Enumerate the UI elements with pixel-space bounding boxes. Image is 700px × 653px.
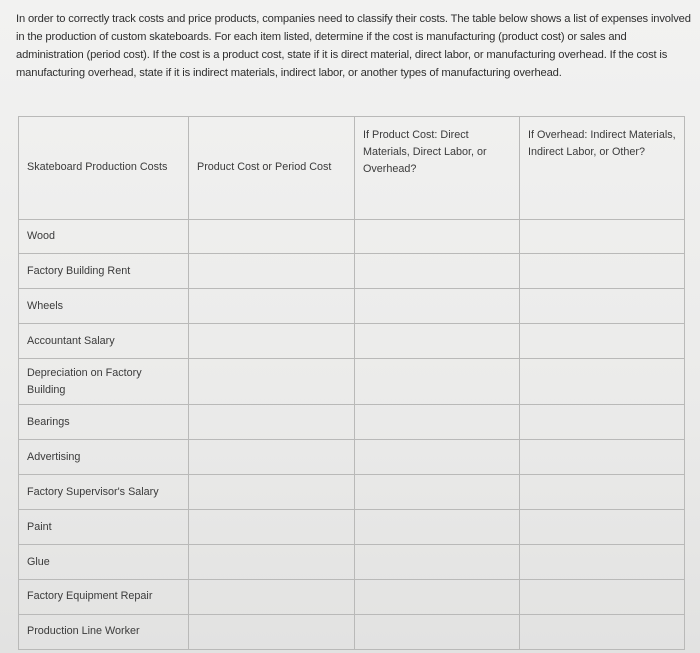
overhead-type-cell[interactable] [520, 289, 685, 324]
overhead-type-cell[interactable] [520, 475, 685, 510]
overhead-type-cell[interactable] [520, 359, 685, 405]
overhead-type-cell[interactable] [520, 405, 685, 440]
product-cost-type-cell[interactable] [355, 289, 520, 324]
product-or-period-cell[interactable] [189, 614, 355, 649]
cost-item-label: Wood [19, 219, 189, 254]
product-or-period-cell[interactable] [189, 254, 355, 289]
header-production-costs: Skateboard Production Costs [19, 117, 189, 220]
table-row [19, 405, 685, 440]
table-row [19, 289, 685, 324]
product-cost-type-cell[interactable] [355, 440, 520, 475]
table-row [19, 324, 685, 359]
cost-item-label: Wheels [19, 289, 189, 324]
overhead-type-cell[interactable] [520, 545, 685, 580]
product-cost-type-cell[interactable] [355, 219, 520, 254]
cost-item-label: Production Line Worker [19, 614, 189, 649]
overhead-type-cell[interactable] [520, 440, 685, 475]
header-product-or-period: Product Cost or Period Cost [189, 117, 355, 220]
product-cost-type-cell[interactable] [355, 359, 520, 405]
table-row [19, 614, 685, 649]
product-cost-type-cell[interactable] [355, 580, 520, 615]
cost-item-label: Factory Supervisor's Salary [19, 475, 189, 510]
product-or-period-cell[interactable] [189, 289, 355, 324]
product-cost-type-cell[interactable] [355, 324, 520, 359]
cost-item-label: Accountant Salary [19, 324, 189, 359]
cost-classification-table [18, 116, 685, 650]
cost-item-label: Paint [19, 510, 189, 545]
overhead-type-cell[interactable] [520, 324, 685, 359]
overhead-type-cell[interactable] [520, 219, 685, 254]
table-row [19, 545, 685, 580]
cost-item-label: Glue [19, 545, 189, 580]
cost-item-label: Bearings [19, 405, 189, 440]
product-or-period-cell[interactable] [189, 359, 355, 405]
product-cost-type-cell[interactable] [355, 614, 520, 649]
product-cost-type-cell[interactable] [355, 510, 520, 545]
overhead-type-cell[interactable] [520, 614, 685, 649]
header-overhead-type: If Overhead: Indirect Materials, Indirect Labor, or Other? [520, 117, 685, 220]
header-product-cost-type: If Product Cost: Direct Materials, Direct Labor, or Overhead? [355, 117, 520, 220]
product-or-period-cell[interactable] [189, 324, 355, 359]
cost-item-label: Advertising [19, 440, 189, 475]
product-or-period-cell[interactable] [189, 475, 355, 510]
product-or-period-cell[interactable] [189, 440, 355, 475]
header-row [19, 117, 685, 220]
product-or-period-cell[interactable] [189, 219, 355, 254]
cost-item-label: Factory Building Rent [19, 254, 189, 289]
cost-item-label: Depreciation on Factory Building [19, 359, 189, 405]
product-or-period-cell[interactable] [189, 580, 355, 615]
product-or-period-cell[interactable] [189, 510, 355, 545]
table-row [19, 510, 685, 545]
product-cost-type-cell[interactable] [355, 545, 520, 580]
instructions-text: In order to correctly track costs and price products, companies need to classify their costs. The table below shows a list of expenses involved in the production of custom skateboards. For each item listed, determine if the cost is manufacturing (product cost) or sales and administration (period cost). If the cost is a product cost, state if it is direct material, direct labor, or manufacturing overhead. If the cost is manufacturing overhead, state if it is indirect materials, indirect labor, or another types of manufacturing overhead. [16, 13, 691, 79]
overhead-type-cell[interactable] [520, 254, 685, 289]
cost-item-label: Factory Equipment Repair [19, 580, 189, 615]
table-row [19, 580, 685, 615]
product-or-period-cell[interactable] [189, 405, 355, 440]
table-row [19, 219, 685, 254]
table-row [19, 359, 685, 405]
overhead-type-cell[interactable] [520, 580, 685, 615]
table-row [19, 254, 685, 289]
product-cost-type-cell[interactable] [355, 254, 520, 289]
product-or-period-cell[interactable] [189, 545, 355, 580]
product-cost-type-cell[interactable] [355, 475, 520, 510]
product-cost-type-cell[interactable] [355, 405, 520, 440]
table-row [19, 475, 685, 510]
overhead-type-cell[interactable] [520, 510, 685, 545]
table-row [19, 440, 685, 475]
